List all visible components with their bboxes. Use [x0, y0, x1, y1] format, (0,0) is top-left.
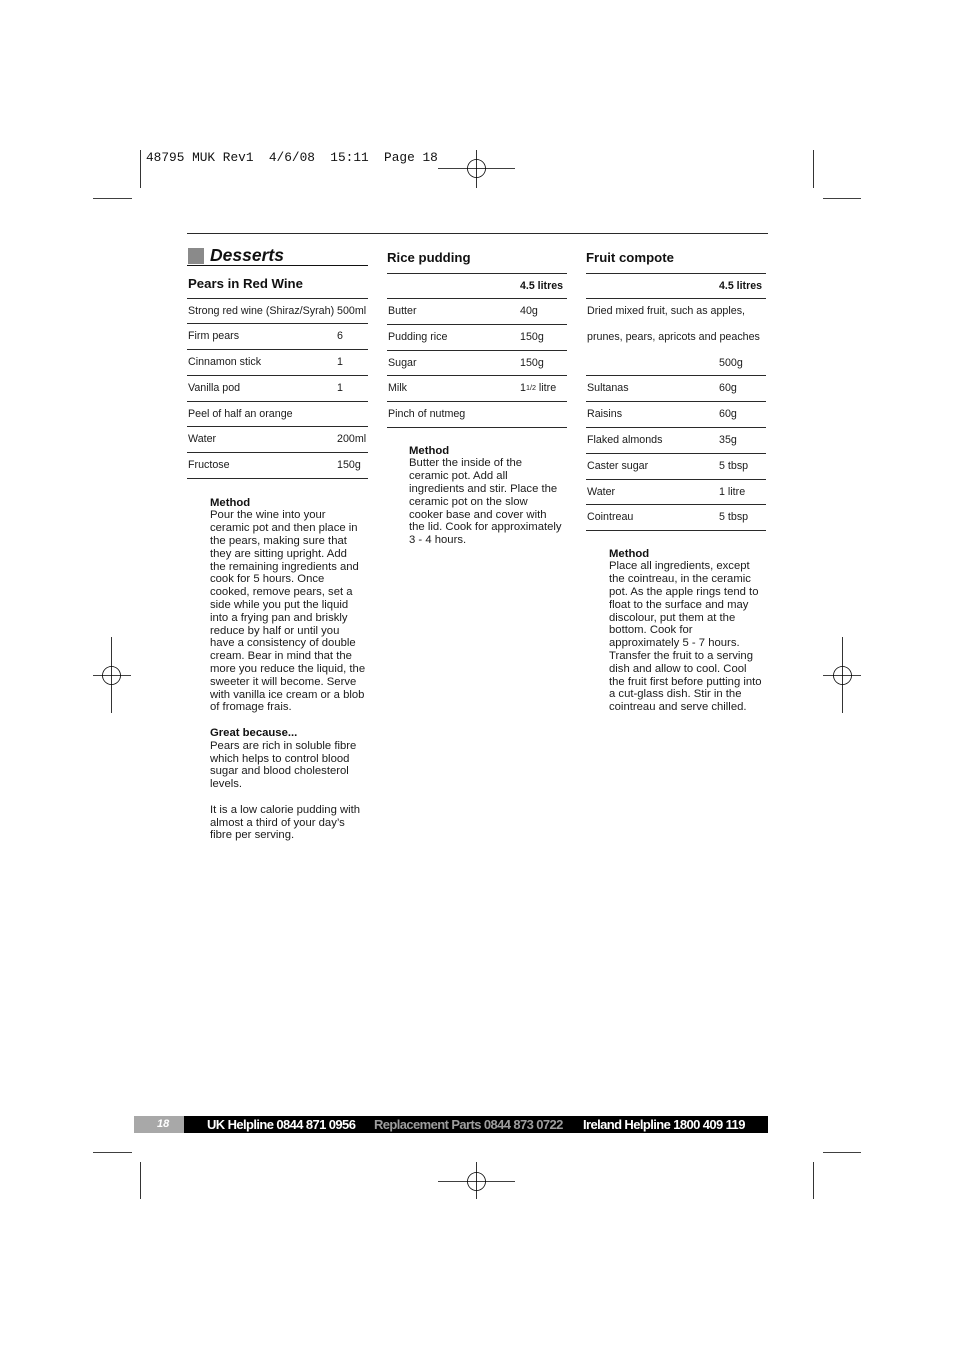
ingredient-amount: 150g: [520, 356, 544, 369]
method-line: cream. Bear in mind that the: [210, 650, 352, 663]
ingredient-name: Sugar: [388, 356, 417, 369]
method-block-pears-in-red-wine: [210, 497, 365, 843]
ingredient-name: Flaked almonds: [587, 433, 663, 446]
method-line: sweeter it will become. Serve: [210, 675, 357, 688]
method-line: approximately 5 - 7 hours.: [609, 637, 740, 650]
ingredient-name: Butter: [388, 305, 417, 317]
method-line: ceramic pot and then place in: [210, 522, 358, 535]
method-line: ceramic pot on the slow: [409, 495, 528, 508]
quantity-header-row: [387, 274, 567, 300]
ingredient-name: Pinch of nutmeg: [388, 408, 466, 421]
method-line: the cointreau, in the ceramic: [609, 573, 751, 586]
method-line: dish and allow to cool. Cool: [609, 662, 747, 675]
ingredient-amount: 1 litre: [719, 485, 746, 498]
method-line: Transfer the fruit to a serving: [609, 649, 753, 662]
method-line: the remaining ingredients and: [210, 560, 359, 573]
ingredient-row: [586, 505, 766, 531]
ingredient-name: Caster sugar: [587, 459, 649, 472]
crop-mark-bottom-right: [814, 1153, 862, 1200]
method-line: side while you put the liquid: [210, 598, 349, 611]
recipe-title-pears-in-red-wine: Pears in Red Wine: [188, 276, 303, 291]
ingredient-row: [187, 324, 368, 350]
ireland-helpline: Ireland Helpline 1800 409 119: [583, 1117, 745, 1132]
ingredient-name: Cinnamon stick: [188, 356, 262, 369]
uk-helpline: UK Helpline 0844 871 0956: [207, 1117, 356, 1132]
ingredients-table-rice-pudding: [387, 273, 567, 428]
print-slug: 48795 MUK Rev1 4/6/08 15:11 Page 18: [146, 150, 438, 165]
ingredient-name: Strong red wine (Shiraz/Syrah): [188, 304, 335, 317]
ingredient-row: [387, 299, 567, 325]
method-block-fruit-compote: [609, 548, 762, 714]
ingredient-name: Sultanas: [587, 382, 629, 395]
method-line: cooker base and cover with: [409, 508, 547, 521]
ingredient-name: Milk: [388, 382, 407, 395]
crop-mark-bottom-left: [93, 1153, 141, 1200]
ingredient-amount: 5 tbsp: [719, 511, 749, 524]
recipe-title-rice-pudding: Rice pudding: [387, 250, 471, 265]
method-line: Butter the inside of the: [409, 457, 523, 470]
ingredient-row: [187, 376, 368, 402]
method-line: the lid. Cook for approximately: [409, 521, 562, 534]
ingredient-name: Cointreau: [587, 511, 634, 524]
ingredient-name: Firm pears: [188, 330, 240, 343]
note-line: sugar and blood cholesterol: [210, 765, 349, 778]
method-line: with vanilla ice cream or a blob: [210, 688, 365, 701]
ingredient-name: Water: [587, 485, 616, 498]
section-title: Desserts: [210, 245, 284, 265]
ingredient-amount: 500ml: [337, 304, 367, 317]
page-number: 18: [157, 1118, 170, 1130]
ingredient-row: [387, 325, 567, 351]
method-line: float to the surface and may: [609, 598, 749, 611]
registration-mark-left: [93, 637, 131, 713]
ingredient-row: [586, 428, 766, 454]
section-marker-square: [188, 248, 204, 264]
ingredient-amount: 40g: [520, 305, 538, 317]
ingredient-amount: 150g: [337, 459, 361, 472]
method-line: the fruit first before putting into: [609, 675, 762, 688]
method-line: ceramic pot. Add all: [409, 470, 508, 483]
ingredient-row: [187, 402, 368, 428]
amount-fraction: 1/2: [525, 383, 536, 393]
method-line: they are sitting upright. Add: [210, 547, 347, 560]
method-line: ingredients and stir. Place the: [409, 482, 558, 495]
paragraph-spacer: [210, 791, 365, 804]
method-line: reduce by half or until you: [210, 624, 340, 637]
ingredient-amount: 200ml: [337, 433, 367, 446]
ingredient-row: [387, 376, 567, 402]
registration-mark-top: [438, 150, 515, 188]
method-line: a cut-glass dish. Stir in the: [609, 688, 742, 701]
method-heading: Method: [609, 547, 650, 560]
method-line: discolour, put them at the: [609, 611, 736, 624]
ingredient-name: Dried mixed fruit, such as apples,: [587, 305, 746, 317]
ingredient-row: [586, 351, 766, 377]
method-line: cointreau and serve chilled.: [609, 701, 747, 714]
ingredient-row: [586, 454, 766, 480]
ingredient-amount: 150g: [520, 330, 544, 343]
method-line: the pears, making sure that: [210, 534, 347, 547]
recipe-title-fruit-compote: Fruit compote: [586, 250, 674, 265]
ingredients-table-pears-in-red-wine: [187, 298, 368, 480]
note-line: levels.: [210, 778, 243, 791]
ingredient-name: Raisins: [587, 408, 623, 421]
method-line: Pour the wine into your: [210, 509, 326, 522]
ingredient-row: [586, 480, 766, 506]
registration-mark-bottom: [438, 1162, 515, 1199]
quantity-header-row: [586, 274, 766, 300]
crop-mark-top-left: [93, 150, 141, 199]
crop-mark-top-right: [814, 150, 862, 199]
ingredient-amount: 60g: [719, 408, 737, 421]
ingredient-amount: 1: [337, 381, 343, 394]
method-line: have a consistency of double: [210, 637, 356, 650]
quantity-header: 4.5 litres: [719, 279, 762, 292]
method-line: cooked, remove pears, set a: [210, 586, 353, 599]
method-line: into a frying pan and briskly: [210, 611, 348, 624]
method-heading: Method: [409, 444, 450, 457]
ingredient-row: [187, 453, 368, 479]
quantity-header: 4.5 litres: [520, 279, 563, 292]
method-heading: Method: [210, 496, 251, 509]
registration-mark-right: [823, 637, 861, 713]
note-line: It is a low calorie pudding with: [210, 803, 361, 816]
ingredient-amount: 1: [337, 356, 343, 369]
paragraph-spacer: [210, 714, 365, 727]
method-line: bottom. Cook for: [609, 624, 693, 637]
method-block-rice-pudding: [409, 445, 562, 547]
method-line: cook for 5 hours. Once: [210, 573, 325, 586]
ingredient-row: [387, 351, 567, 377]
ingredient-name: Peel of half an orange: [188, 407, 293, 420]
section-title-underline: [187, 265, 368, 267]
ingredient-row: [586, 376, 766, 402]
note-line: Pears are rich in soluble fibre: [210, 739, 357, 752]
method-line: Place all ingredients, except: [609, 560, 750, 573]
ingredient-amount: 500g: [719, 356, 743, 369]
ingredient-name: Fructose: [188, 459, 230, 472]
ingredient-row: [586, 299, 766, 325]
note-line: which helps to control blood: [210, 752, 350, 765]
ingredient-amount: 35g: [719, 433, 737, 446]
ingredient-name: Water: [188, 433, 217, 446]
note-line: almost a third of your day’s: [210, 816, 345, 829]
ingredient-amount: 60g: [719, 382, 737, 395]
note-line: fibre per serving.: [210, 829, 295, 842]
method-line: 3 - 4 hours.: [409, 534, 467, 547]
ingredient-name: prunes, pears, apricots and peaches: [587, 330, 760, 343]
ingredient-name: Pudding rice: [388, 330, 448, 343]
note-heading: Great because...: [210, 726, 298, 739]
ingredient-row: [187, 299, 368, 325]
method-line: more you reduce the liquid, the: [210, 662, 366, 675]
method-line: of fromage frais.: [210, 701, 292, 714]
top-rule: [187, 233, 768, 234]
replacement-parts-line: Replacement Parts 0844 873 0722: [374, 1117, 563, 1132]
ingredient-amount: 6: [337, 330, 343, 343]
ingredient-row: [387, 402, 567, 428]
ingredient-amount: 11/2 litre: [520, 382, 557, 395]
ingredient-amount: 5 tbsp: [719, 459, 749, 472]
ingredient-name: Vanilla pod: [188, 381, 241, 394]
ingredient-row: [187, 427, 368, 453]
ingredient-row: [187, 350, 368, 376]
ingredients-table-fruit-compote: [586, 273, 766, 532]
ingredient-row: [586, 325, 766, 351]
method-line: pot. As the apple rings tend to: [609, 585, 759, 598]
ingredient-row: [586, 402, 766, 428]
